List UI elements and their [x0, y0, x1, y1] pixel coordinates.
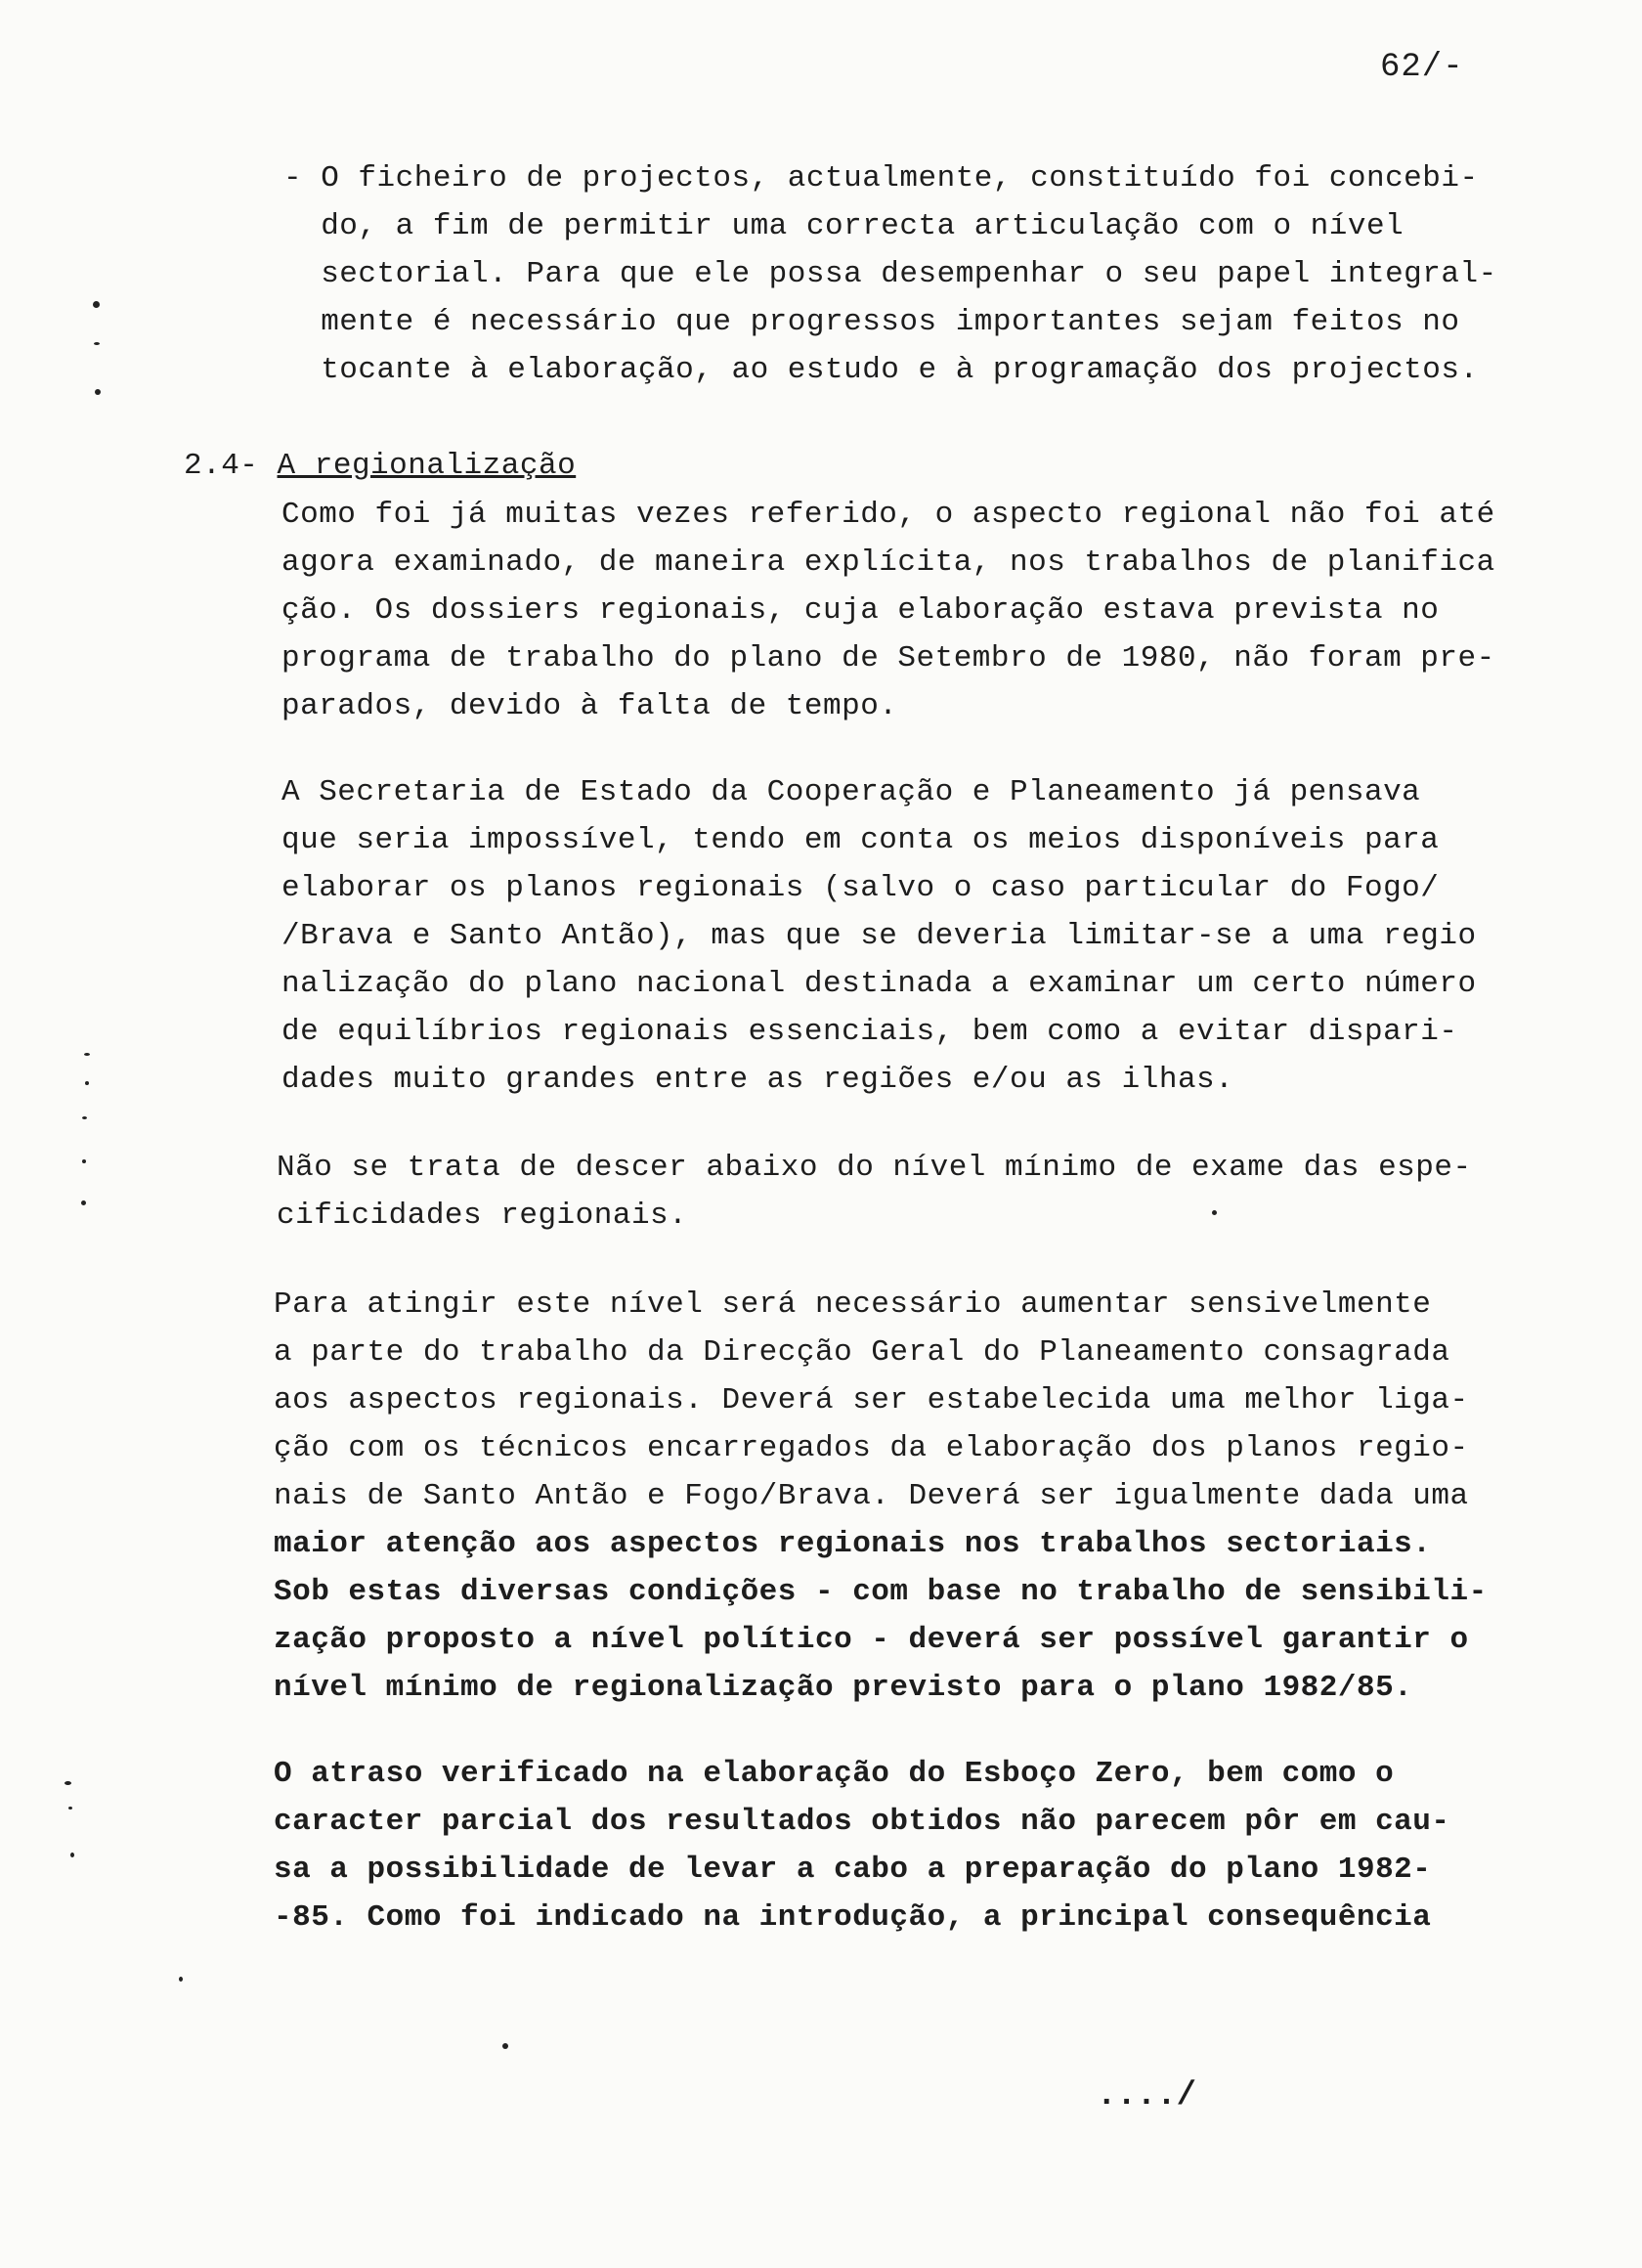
section-heading [184, 442, 576, 490]
text-line: parados, devido à falta de tempo. [281, 689, 898, 723]
text-line: maior atenção aos aspectos regionais nos trabalhos sectoriais. [274, 1527, 1432, 1561]
scan-speck [95, 389, 101, 395]
text-line: Não se trata de descer abaixo do nível mínimo de exame das espe- [277, 1151, 1472, 1185]
paragraph-1 [281, 491, 1495, 730]
scan-speck [85, 1081, 89, 1085]
bullet-paragraph [283, 154, 1497, 394]
scan-speck [94, 342, 100, 345]
scan-speck [81, 1200, 86, 1205]
text-line: ção. Os dossiers regionais, cuja elaboração estava prevista no [281, 593, 1440, 628]
text-line: cificidades regionais. [277, 1199, 688, 1233]
scan-speck [68, 1807, 72, 1810]
text-line: /Brava e Santo Antão), mas que se deveria limitar-se a uma regio [281, 919, 1477, 953]
scan-speck [82, 1159, 86, 1163]
text-line: - O ficheiro de projectos, actualmente, constituído foi concebi- [283, 161, 1479, 196]
scan-speck [1212, 1210, 1217, 1215]
scan-speck [93, 301, 100, 308]
paragraph-2 [281, 768, 1477, 1104]
text-line: a parte do trabalho da Direcção Geral do Planeamento consagrada [274, 1335, 1450, 1370]
text-line: A Secretaria de Estado da Cooperação e Planeamento já pensava [281, 775, 1421, 809]
text-line: programa de trabalho do plano de Setembro de 1980, não foram pre- [281, 641, 1495, 676]
text-line: do, a fim de permitir uma correcta articulação com o nível [283, 209, 1404, 243]
text-line: que seria impossível, tendo em conta os meios disponíveis para [281, 823, 1440, 857]
text-line: dades muito grandes entre as regiões e/ou as ilhas. [281, 1063, 1234, 1097]
text-line: sectorial. Para que ele possa desempenhar o seu papel integral- [283, 257, 1497, 291]
scan-speck [70, 1853, 74, 1857]
text-line: elaborar os planos regionais (salvo o caso particular do Fogo/ [281, 871, 1440, 905]
text-line: Sob estas diversas condições - com base no trabalho de sensibili- [274, 1575, 1488, 1609]
section-title: A regionalização [277, 449, 577, 483]
text-line: O atraso verificado na elaboração do Esboço Zero, bem como o [274, 1757, 1395, 1791]
scan-speck [84, 1053, 90, 1056]
text-line: nível mínimo de regionalização previsto para o plano 1982/85. [274, 1671, 1413, 1705]
continuation-mark: ..../ [1097, 2077, 1197, 2115]
text-line: -85. Como foi indicado na introdução, a principal consequência [274, 1900, 1432, 1935]
scan-speck [65, 1781, 71, 1785]
text-line: tocante à elaboração, ao estudo e à programação dos projectos. [283, 353, 1479, 387]
page-number: 62/- [1380, 49, 1464, 86]
text-line: mente é necessário que progressos importantes sejam feitos no [283, 305, 1460, 339]
text-line: agora examinado, de maneira explícita, nos trabalhos de planifica [281, 545, 1495, 580]
text-line: nalização do plano nacional destinada a examinar um certo número [281, 967, 1477, 1001]
paragraph-5 [274, 1750, 1450, 1941]
text-line: aos aspectos regionais. Deverá ser estabelecida uma melhor liga- [274, 1383, 1469, 1418]
text-line: Como foi já muitas vezes referido, o aspecto regional não foi até [281, 498, 1495, 532]
scan-speck [179, 1977, 183, 1982]
paragraph-4 [274, 1281, 1488, 1712]
text-line: ção com os técnicos encarregados da elaboração dos planos regio- [274, 1431, 1469, 1465]
scan-speck [82, 1116, 87, 1119]
text-line: Para atingir este nível será necessário aumentar sensivelmente [274, 1287, 1432, 1322]
section-number: 2.4- [184, 449, 259, 483]
text-line: zação proposto a nível político - deverá ser possível garantir o [274, 1623, 1469, 1657]
text-line: caracter parcial dos resultados obtidos não parecem pôr em cau- [274, 1805, 1450, 1839]
text-line: sa a possibilidade de levar a cabo a preparação do plano 1982- [274, 1853, 1432, 1887]
paragraph-3 [277, 1144, 1472, 1240]
scan-speck [502, 2043, 508, 2049]
text-line: de equilíbrios regionais essenciais, bem como a evitar dispari- [281, 1015, 1458, 1049]
text-line: nais de Santo Antão e Fogo/Brava. Deverá ser igualmente dada uma [274, 1479, 1469, 1513]
